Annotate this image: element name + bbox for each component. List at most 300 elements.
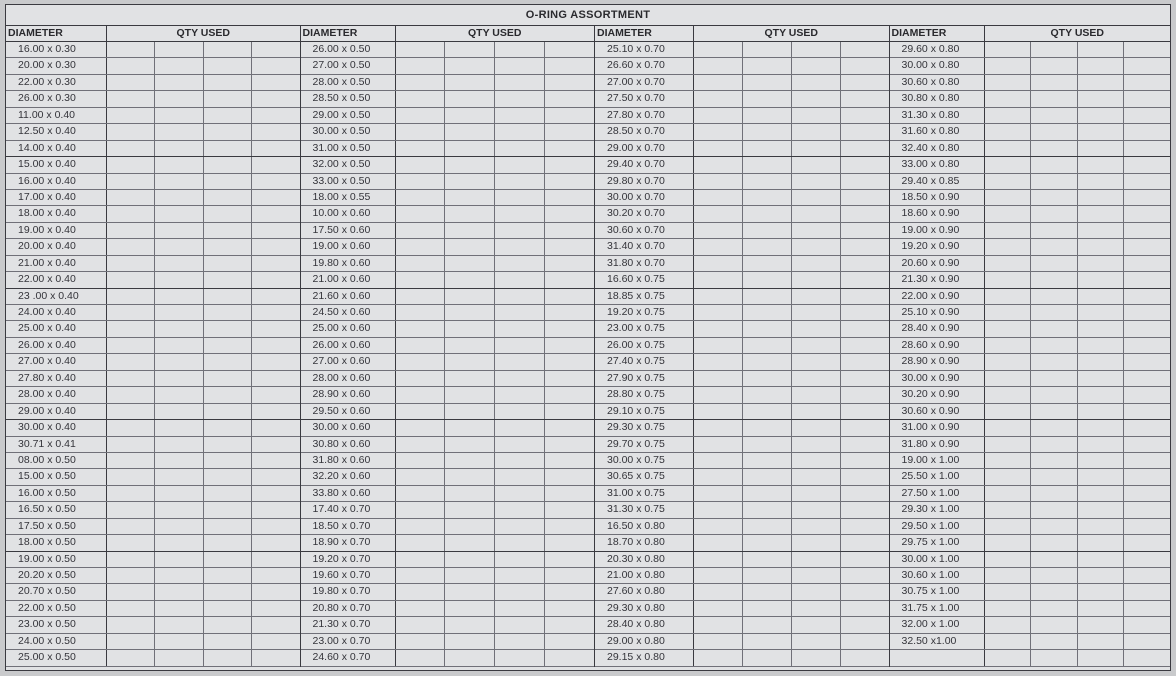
qty-used-cell[interactable]: [445, 371, 495, 386]
qty-used-cell[interactable]: [841, 272, 889, 287]
qty-used-cell[interactable]: [155, 453, 203, 468]
qty-used-cell[interactable]: [445, 634, 495, 649]
qty-used-cell[interactable]: [445, 75, 495, 90]
qty-used-cell[interactable]: [396, 420, 446, 435]
qty-used-cell[interactable]: [445, 141, 495, 156]
qty-used-cell[interactable]: [1124, 42, 1170, 57]
qty-used-cell[interactable]: [1031, 321, 1078, 336]
qty-used-cell[interactable]: [204, 206, 252, 221]
qty-used-cell[interactable]: [495, 617, 545, 632]
qty-used-cell[interactable]: [495, 124, 545, 139]
qty-used-cell[interactable]: [1031, 174, 1078, 189]
qty-used-cell[interactable]: [495, 157, 545, 172]
qty-used-cell[interactable]: [985, 108, 1032, 123]
qty-used-cell[interactable]: [1124, 601, 1170, 616]
qty-used-cell[interactable]: [743, 650, 792, 665]
qty-used-cell[interactable]: [1031, 453, 1078, 468]
qty-used-cell[interactable]: [155, 223, 203, 238]
qty-used-cell[interactable]: [841, 437, 889, 452]
qty-used-cell[interactable]: [396, 404, 446, 419]
qty-used-cell[interactable]: [792, 42, 841, 57]
qty-used-cell[interactable]: [155, 174, 203, 189]
qty-used-cell[interactable]: [252, 206, 299, 221]
qty-used-cell[interactable]: [1078, 321, 1125, 336]
qty-used-cell[interactable]: [743, 617, 792, 632]
qty-used-cell[interactable]: [545, 634, 594, 649]
qty-used-cell[interactable]: [1124, 124, 1170, 139]
qty-used-cell[interactable]: [1078, 519, 1125, 534]
qty-used-cell[interactable]: [694, 584, 743, 599]
qty-used-cell[interactable]: [545, 206, 594, 221]
qty-used-cell[interactable]: [743, 552, 792, 567]
qty-used-cell[interactable]: [1124, 420, 1170, 435]
qty-used-cell[interactable]: [495, 469, 545, 484]
qty-used-cell[interactable]: [495, 223, 545, 238]
qty-used-cell[interactable]: [1078, 91, 1125, 106]
qty-used-cell[interactable]: [1124, 239, 1170, 254]
qty-used-cell[interactable]: [545, 584, 594, 599]
qty-used-cell[interactable]: [1124, 404, 1170, 419]
qty-used-cell[interactable]: [445, 272, 495, 287]
qty-used-cell[interactable]: [545, 75, 594, 90]
qty-used-cell[interactable]: [252, 321, 299, 336]
qty-used-cell[interactable]: [841, 371, 889, 386]
qty-used-cell[interactable]: [495, 486, 545, 501]
qty-used-cell[interactable]: [1124, 519, 1170, 534]
qty-used-cell[interactable]: [107, 535, 155, 550]
qty-used-cell[interactable]: [743, 223, 792, 238]
qty-used-cell[interactable]: [396, 354, 446, 369]
qty-used-cell[interactable]: [1124, 338, 1170, 353]
qty-used-cell[interactable]: [1124, 371, 1170, 386]
qty-used-cell[interactable]: [841, 404, 889, 419]
qty-used-cell[interactable]: [495, 650, 545, 665]
qty-used-cell[interactable]: [396, 108, 446, 123]
qty-used-cell[interactable]: [252, 519, 299, 534]
qty-used-cell[interactable]: [107, 206, 155, 221]
qty-used-cell[interactable]: [107, 617, 155, 632]
qty-used-cell[interactable]: [841, 42, 889, 57]
qty-used-cell[interactable]: [1031, 584, 1078, 599]
qty-used-cell[interactable]: [1078, 568, 1125, 583]
qty-used-cell[interactable]: [107, 305, 155, 320]
qty-used-cell[interactable]: [155, 404, 203, 419]
qty-used-cell[interactable]: [396, 321, 446, 336]
qty-used-cell[interactable]: [107, 552, 155, 567]
qty-used-cell[interactable]: [545, 601, 594, 616]
qty-used-cell[interactable]: [252, 634, 299, 649]
qty-used-cell[interactable]: [545, 239, 594, 254]
qty-used-cell[interactable]: [396, 91, 446, 106]
qty-used-cell[interactable]: [252, 157, 299, 172]
qty-used-cell[interactable]: [985, 75, 1032, 90]
qty-used-cell[interactable]: [445, 91, 495, 106]
qty-used-cell[interactable]: [792, 617, 841, 632]
qty-used-cell[interactable]: [155, 91, 203, 106]
qty-used-cell[interactable]: [985, 617, 1032, 632]
qty-used-cell[interactable]: [495, 141, 545, 156]
qty-used-cell[interactable]: [694, 141, 743, 156]
qty-used-cell[interactable]: [107, 321, 155, 336]
qty-used-cell[interactable]: [107, 157, 155, 172]
qty-used-cell[interactable]: [792, 404, 841, 419]
qty-used-cell[interactable]: [107, 272, 155, 287]
qty-used-cell[interactable]: [155, 502, 203, 517]
qty-used-cell[interactable]: [445, 486, 495, 501]
qty-used-cell[interactable]: [545, 486, 594, 501]
qty-used-cell[interactable]: [396, 601, 446, 616]
qty-used-cell[interactable]: [985, 91, 1032, 106]
qty-used-cell[interactable]: [495, 190, 545, 205]
qty-used-cell[interactable]: [1031, 256, 1078, 271]
qty-used-cell[interactable]: [495, 91, 545, 106]
qty-used-cell[interactable]: [743, 75, 792, 90]
qty-used-cell[interactable]: [694, 437, 743, 452]
qty-used-cell[interactable]: [985, 552, 1032, 567]
qty-used-cell[interactable]: [252, 58, 299, 73]
qty-used-cell[interactable]: [1124, 437, 1170, 452]
qty-used-cell[interactable]: [694, 289, 743, 304]
qty-used-cell[interactable]: [204, 289, 252, 304]
qty-used-cell[interactable]: [985, 157, 1032, 172]
qty-used-cell[interactable]: [1078, 584, 1125, 599]
qty-used-cell[interactable]: [694, 305, 743, 320]
qty-used-cell[interactable]: [107, 469, 155, 484]
qty-used-cell[interactable]: [495, 289, 545, 304]
qty-used-cell[interactable]: [445, 354, 495, 369]
qty-used-cell[interactable]: [1078, 157, 1125, 172]
qty-used-cell[interactable]: [1031, 124, 1078, 139]
qty-used-cell[interactable]: [1078, 174, 1125, 189]
qty-used-cell[interactable]: [841, 58, 889, 73]
qty-used-cell[interactable]: [743, 256, 792, 271]
qty-used-cell[interactable]: [155, 338, 203, 353]
qty-used-cell[interactable]: [107, 634, 155, 649]
qty-used-cell[interactable]: [1078, 206, 1125, 221]
qty-used-cell[interactable]: [545, 289, 594, 304]
qty-used-cell[interactable]: [1078, 354, 1125, 369]
qty-used-cell[interactable]: [396, 338, 446, 353]
qty-used-cell[interactable]: [792, 256, 841, 271]
qty-used-cell[interactable]: [792, 141, 841, 156]
qty-used-cell[interactable]: [743, 124, 792, 139]
qty-used-cell[interactable]: [445, 223, 495, 238]
qty-used-cell[interactable]: [252, 174, 299, 189]
qty-used-cell[interactable]: [204, 256, 252, 271]
qty-used-cell[interactable]: [204, 58, 252, 73]
qty-used-cell[interactable]: [252, 354, 299, 369]
qty-used-cell[interactable]: [204, 502, 252, 517]
qty-used-cell[interactable]: [743, 601, 792, 616]
qty-used-cell[interactable]: [1124, 354, 1170, 369]
qty-used-cell[interactable]: [694, 568, 743, 583]
qty-used-cell[interactable]: [985, 519, 1032, 534]
qty-used-cell[interactable]: [985, 371, 1032, 386]
qty-used-cell[interactable]: [155, 42, 203, 57]
qty-used-cell[interactable]: [1078, 42, 1125, 57]
qty-used-cell[interactable]: [545, 141, 594, 156]
qty-used-cell[interactable]: [107, 437, 155, 452]
qty-used-cell[interactable]: [841, 124, 889, 139]
qty-used-cell[interactable]: [252, 453, 299, 468]
qty-used-cell[interactable]: [396, 584, 446, 599]
qty-used-cell[interactable]: [204, 190, 252, 205]
qty-used-cell[interactable]: [743, 634, 792, 649]
qty-used-cell[interactable]: [792, 354, 841, 369]
qty-used-cell[interactable]: [204, 453, 252, 468]
qty-used-cell[interactable]: [841, 157, 889, 172]
qty-used-cell[interactable]: [545, 552, 594, 567]
qty-used-cell[interactable]: [445, 584, 495, 599]
qty-used-cell[interactable]: [545, 453, 594, 468]
qty-used-cell[interactable]: [545, 108, 594, 123]
qty-used-cell[interactable]: [1031, 437, 1078, 452]
qty-used-cell[interactable]: [155, 469, 203, 484]
qty-used-cell[interactable]: [445, 338, 495, 353]
qty-used-cell[interactable]: [252, 420, 299, 435]
qty-used-cell[interactable]: [1124, 141, 1170, 156]
qty-used-cell[interactable]: [495, 75, 545, 90]
qty-used-cell[interactable]: [792, 420, 841, 435]
qty-used-cell[interactable]: [1124, 568, 1170, 583]
qty-used-cell[interactable]: [694, 108, 743, 123]
qty-used-cell[interactable]: [495, 420, 545, 435]
qty-used-cell[interactable]: [445, 289, 495, 304]
qty-used-cell[interactable]: [694, 502, 743, 517]
qty-used-cell[interactable]: [792, 486, 841, 501]
qty-used-cell[interactable]: [743, 486, 792, 501]
qty-used-cell[interactable]: [155, 272, 203, 287]
qty-used-cell[interactable]: [841, 190, 889, 205]
qty-used-cell[interactable]: [1078, 141, 1125, 156]
qty-used-cell[interactable]: [1078, 338, 1125, 353]
qty-used-cell[interactable]: [841, 387, 889, 402]
qty-used-cell[interactable]: [252, 289, 299, 304]
qty-used-cell[interactable]: [1124, 321, 1170, 336]
qty-used-cell[interactable]: [155, 437, 203, 452]
qty-used-cell[interactable]: [743, 157, 792, 172]
qty-used-cell[interactable]: [743, 354, 792, 369]
qty-used-cell[interactable]: [694, 174, 743, 189]
qty-used-cell[interactable]: [1031, 404, 1078, 419]
qty-used-cell[interactable]: [1124, 206, 1170, 221]
qty-used-cell[interactable]: [694, 634, 743, 649]
qty-used-cell[interactable]: [841, 338, 889, 353]
qty-used-cell[interactable]: [107, 354, 155, 369]
qty-used-cell[interactable]: [495, 404, 545, 419]
qty-used-cell[interactable]: [396, 223, 446, 238]
qty-used-cell[interactable]: [1031, 354, 1078, 369]
qty-used-cell[interactable]: [1078, 453, 1125, 468]
qty-used-cell[interactable]: [445, 124, 495, 139]
qty-used-cell[interactable]: [985, 58, 1032, 73]
qty-used-cell[interactable]: [445, 519, 495, 534]
qty-used-cell[interactable]: [545, 650, 594, 665]
qty-used-cell[interactable]: [545, 305, 594, 320]
qty-used-cell[interactable]: [1031, 272, 1078, 287]
qty-used-cell[interactable]: [204, 108, 252, 123]
qty-used-cell[interactable]: [107, 486, 155, 501]
qty-used-cell[interactable]: [1078, 108, 1125, 123]
qty-used-cell[interactable]: [252, 338, 299, 353]
qty-used-cell[interactable]: [743, 519, 792, 534]
qty-used-cell[interactable]: [204, 584, 252, 599]
qty-used-cell[interactable]: [985, 437, 1032, 452]
qty-used-cell[interactable]: [694, 354, 743, 369]
qty-used-cell[interactable]: [985, 174, 1032, 189]
qty-used-cell[interactable]: [107, 174, 155, 189]
qty-used-cell[interactable]: [204, 371, 252, 386]
qty-used-cell[interactable]: [694, 552, 743, 567]
qty-used-cell[interactable]: [396, 502, 446, 517]
qty-used-cell[interactable]: [107, 190, 155, 205]
qty-used-cell[interactable]: [252, 404, 299, 419]
qty-used-cell[interactable]: [396, 387, 446, 402]
qty-used-cell[interactable]: [694, 338, 743, 353]
qty-used-cell[interactable]: [1031, 190, 1078, 205]
qty-used-cell[interactable]: [155, 650, 203, 665]
qty-used-cell[interactable]: [985, 634, 1032, 649]
qty-used-cell[interactable]: [107, 584, 155, 599]
qty-used-cell[interactable]: [1078, 437, 1125, 452]
qty-used-cell[interactable]: [743, 469, 792, 484]
qty-used-cell[interactable]: [985, 223, 1032, 238]
qty-used-cell[interactable]: [107, 420, 155, 435]
qty-used-cell[interactable]: [204, 519, 252, 534]
qty-used-cell[interactable]: [495, 108, 545, 123]
qty-used-cell[interactable]: [743, 568, 792, 583]
qty-used-cell[interactable]: [252, 617, 299, 632]
qty-used-cell[interactable]: [155, 75, 203, 90]
qty-used-cell[interactable]: [445, 650, 495, 665]
qty-used-cell[interactable]: [1078, 272, 1125, 287]
qty-used-cell[interactable]: [155, 321, 203, 336]
qty-used-cell[interactable]: [252, 371, 299, 386]
qty-used-cell[interactable]: [495, 354, 545, 369]
qty-used-cell[interactable]: [252, 256, 299, 271]
qty-used-cell[interactable]: [204, 42, 252, 57]
qty-used-cell[interactable]: [107, 223, 155, 238]
qty-used-cell[interactable]: [841, 91, 889, 106]
qty-used-cell[interactable]: [545, 354, 594, 369]
qty-used-cell[interactable]: [841, 108, 889, 123]
qty-used-cell[interactable]: [107, 108, 155, 123]
qty-used-cell[interactable]: [743, 502, 792, 517]
qty-used-cell[interactable]: [155, 371, 203, 386]
qty-used-cell[interactable]: [1124, 584, 1170, 599]
qty-used-cell[interactable]: [1031, 141, 1078, 156]
qty-used-cell[interactable]: [1031, 634, 1078, 649]
qty-used-cell[interactable]: [204, 157, 252, 172]
qty-used-cell[interactable]: [841, 354, 889, 369]
qty-used-cell[interactable]: [792, 239, 841, 254]
qty-used-cell[interactable]: [396, 190, 446, 205]
qty-used-cell[interactable]: [841, 206, 889, 221]
qty-used-cell[interactable]: [792, 58, 841, 73]
qty-used-cell[interactable]: [495, 239, 545, 254]
qty-used-cell[interactable]: [985, 190, 1032, 205]
qty-used-cell[interactable]: [396, 486, 446, 501]
qty-used-cell[interactable]: [545, 502, 594, 517]
qty-used-cell[interactable]: [841, 75, 889, 90]
qty-used-cell[interactable]: [841, 239, 889, 254]
qty-used-cell[interactable]: [1031, 552, 1078, 567]
qty-used-cell[interactable]: [252, 650, 299, 665]
qty-used-cell[interactable]: [985, 141, 1032, 156]
qty-used-cell[interactable]: [545, 420, 594, 435]
qty-used-cell[interactable]: [155, 239, 203, 254]
qty-used-cell[interactable]: [792, 502, 841, 517]
qty-used-cell[interactable]: [495, 387, 545, 402]
qty-used-cell[interactable]: [1124, 502, 1170, 517]
qty-used-cell[interactable]: [252, 502, 299, 517]
qty-used-cell[interactable]: [1031, 387, 1078, 402]
qty-used-cell[interactable]: [985, 453, 1032, 468]
qty-used-cell[interactable]: [1078, 420, 1125, 435]
qty-used-cell[interactable]: [743, 371, 792, 386]
qty-used-cell[interactable]: [204, 223, 252, 238]
qty-used-cell[interactable]: [1031, 568, 1078, 583]
qty-used-cell[interactable]: [743, 190, 792, 205]
qty-used-cell[interactable]: [204, 338, 252, 353]
qty-used-cell[interactable]: [204, 239, 252, 254]
qty-used-cell[interactable]: [545, 174, 594, 189]
qty-used-cell[interactable]: [252, 223, 299, 238]
qty-used-cell[interactable]: [545, 157, 594, 172]
qty-used-cell[interactable]: [985, 502, 1032, 517]
qty-used-cell[interactable]: [155, 584, 203, 599]
qty-used-cell[interactable]: [1078, 404, 1125, 419]
qty-used-cell[interactable]: [841, 289, 889, 304]
qty-used-cell[interactable]: [841, 223, 889, 238]
qty-used-cell[interactable]: [792, 634, 841, 649]
qty-used-cell[interactable]: [985, 650, 1032, 665]
qty-used-cell[interactable]: [396, 75, 446, 90]
qty-used-cell[interactable]: [545, 519, 594, 534]
qty-used-cell[interactable]: [792, 437, 841, 452]
qty-used-cell[interactable]: [445, 453, 495, 468]
qty-used-cell[interactable]: [841, 568, 889, 583]
qty-used-cell[interactable]: [841, 634, 889, 649]
qty-used-cell[interactable]: [252, 42, 299, 57]
qty-used-cell[interactable]: [495, 272, 545, 287]
qty-used-cell[interactable]: [495, 453, 545, 468]
qty-used-cell[interactable]: [396, 305, 446, 320]
qty-used-cell[interactable]: [841, 617, 889, 632]
qty-used-cell[interactable]: [1124, 305, 1170, 320]
qty-used-cell[interactable]: [495, 601, 545, 616]
qty-used-cell[interactable]: [396, 519, 446, 534]
qty-used-cell[interactable]: [1031, 469, 1078, 484]
qty-used-cell[interactable]: [1031, 58, 1078, 73]
qty-used-cell[interactable]: [1031, 75, 1078, 90]
qty-used-cell[interactable]: [252, 568, 299, 583]
qty-used-cell[interactable]: [841, 321, 889, 336]
qty-used-cell[interactable]: [694, 486, 743, 501]
qty-used-cell[interactable]: [495, 174, 545, 189]
qty-used-cell[interactable]: [985, 42, 1032, 57]
qty-used-cell[interactable]: [841, 174, 889, 189]
qty-used-cell[interactable]: [396, 568, 446, 583]
qty-used-cell[interactable]: [252, 584, 299, 599]
qty-used-cell[interactable]: [204, 174, 252, 189]
qty-used-cell[interactable]: [792, 371, 841, 386]
qty-used-cell[interactable]: [1031, 338, 1078, 353]
qty-used-cell[interactable]: [694, 124, 743, 139]
qty-used-cell[interactable]: [1031, 420, 1078, 435]
qty-used-cell[interactable]: [495, 535, 545, 550]
qty-used-cell[interactable]: [1031, 519, 1078, 534]
